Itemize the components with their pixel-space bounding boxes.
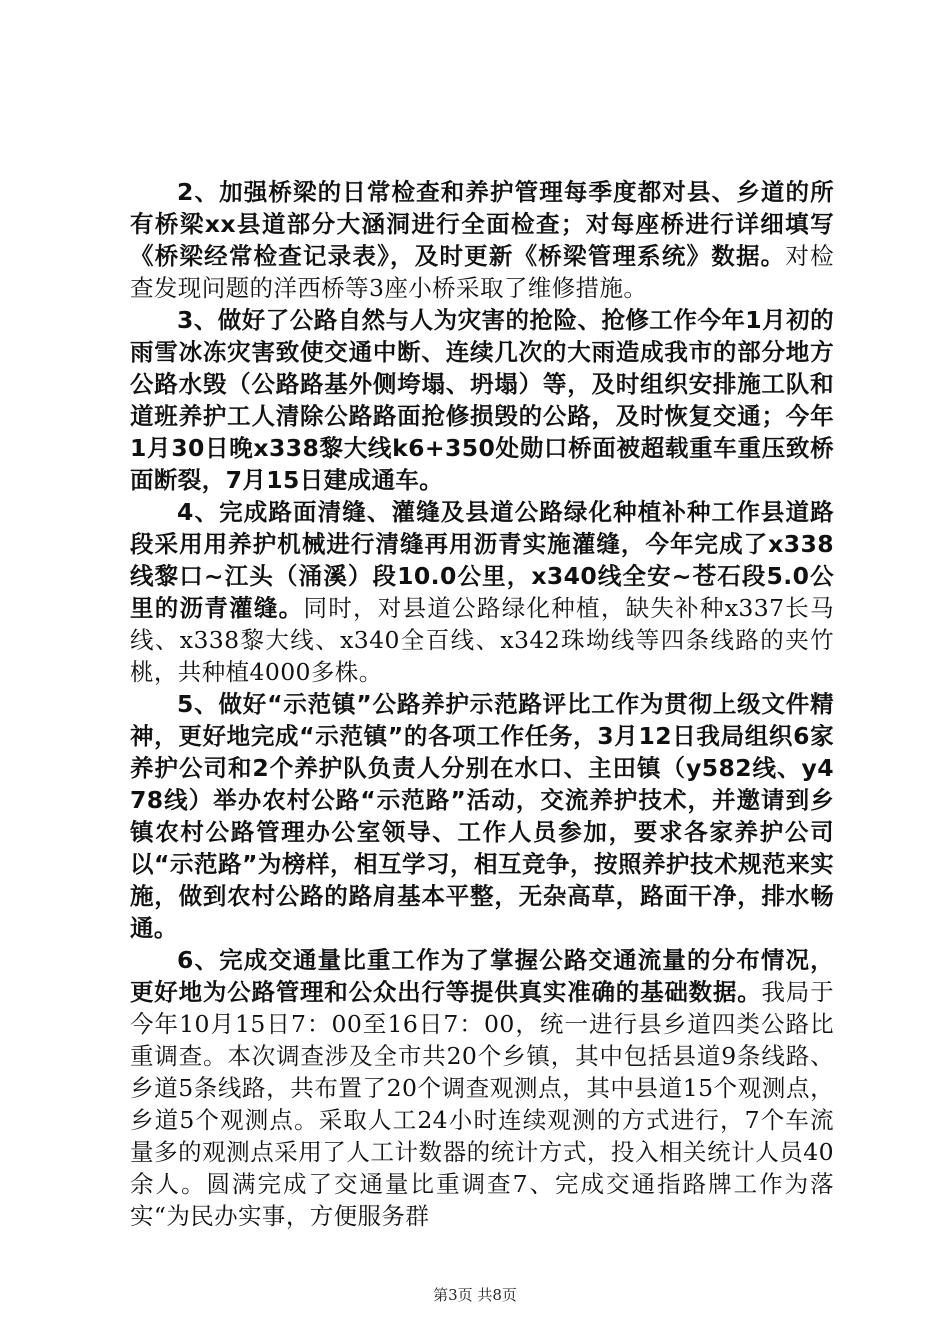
paragraph-6-main: 6、完成交通量比重工作为了掌握公路交通流量的分布情况，更好地为公路管理和公众出行等提供真实准确的基础数据。 <box>130 946 834 1006</box>
paragraph-4 <box>130 496 834 688</box>
paragraph-5-main: 5、做好“示范镇”公路养护示范路评比工作为贯彻上级文件精神，更好地完成“示范镇”的各项工作任务，3月12日我局组织6家养护公司和2个养护队负责人分别在水口、主田镇（y582线、y478线）举办农村公路“示范路”活动，交流养护技术，并邀请到乡镇农村公路管理办公室领导、工作人员参加，要求各家养护公司以“示范路”为榜样，相互学习，相互竞争，按照养护技术规范来实施，做到农村公路的路肩基本平整，无杂高草，路面干净，排水畅通。 <box>130 690 834 942</box>
paragraph-5 <box>130 688 834 944</box>
paragraph-4-main: 4、完成路面清缝、灌缝及县道公路绿化种植补种工作县道路段采用用养护机械进行清缝再用沥青实施灌缝，今年完成了x338线黎口~江头（涌溪）段10.0公里，x340线全安~苍石段5.0公里的沥青灌缝。 <box>130 498 834 622</box>
page-number-footer: 第3页 共8页 <box>433 1286 517 1304</box>
paragraph-2 <box>130 176 834 304</box>
paragraph-6 <box>130 944 834 1232</box>
paragraph-6-rest: 我局于今年10月15日7：00至16日7：00，统一进行县乡道四类公路比重调查。本次调查涉及全市共20个乡镇，其中包括县道9条线路、乡道5条线路，共布置了20个调查观测点，其中县道15个观测点，乡道5个观测点。采取人工24小时连续观测的方式进行，7个车流量多的观测点采用了人工计数器的统计方式，投入相关统计人员40余人。圆满完成了交通量比重调查7、完成交通指路牌工作为落实“为民办实事，方便服务群 <box>130 978 834 1230</box>
paragraph-2-rest: 对检查发现问题的洋西桥等3座小桥采取了维修措施。 <box>130 242 834 302</box>
paragraph-4-rest: 同时，对县道公路绿化种植，缺失补种x337长马线、x338黎大线、x340全百线、x342珠坳线等四条线路的夹竹桃，共种植4000多株。 <box>130 594 834 686</box>
paragraph-3 <box>130 304 834 496</box>
document-body <box>130 176 834 1232</box>
paragraph-2-main: 2、加强桥梁的日常检查和养护管理每季度都对县、乡道的所有桥梁xx县道部分大涵洞进行全面检查；对每座桥进行详细填写《桥梁经常检查记录表》，及时更新《桥梁管理系统》数据。 <box>130 178 834 270</box>
paragraph-3-main: 3、做好了公路自然与人为灾害的抢险、抢修工作今年1月初的雨雪冰冻灾害致使交通中断、连续几次的大雨造成我市的部分地方公路水毁（公路路基外侧垮塌、坍塌）等，及时组织安排施工队和道班养护工人清除公路路面抢修损毁的公路，及时恢复交通；今年1月30日晚x338黎大线k6+350处勋口桥面被超载重车重压致桥面断裂，7月15日建成通车。 <box>130 306 834 494</box>
